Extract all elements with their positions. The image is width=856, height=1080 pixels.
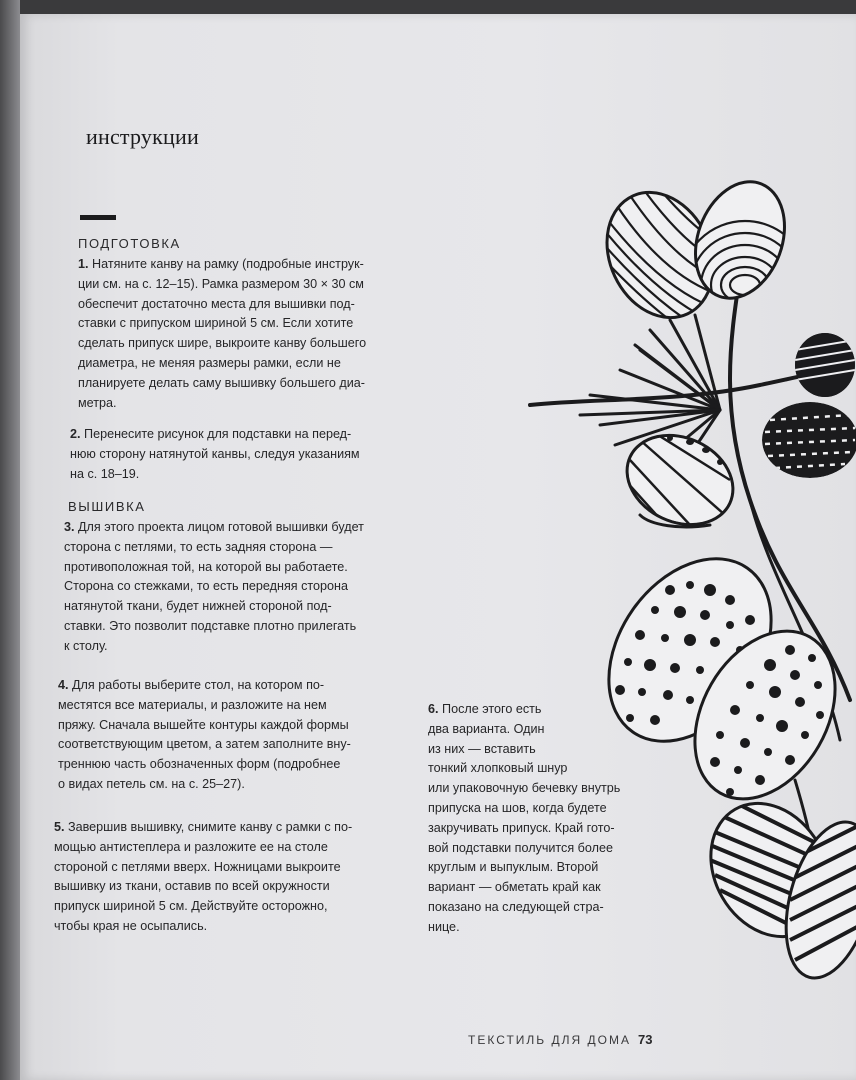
step-line: Натяните канву на рамку (подробные инструк-	[92, 257, 364, 271]
botanical-illustration	[520, 180, 856, 1000]
leaf-dashed	[762, 402, 856, 478]
step-line: После этого есть	[442, 702, 542, 716]
step-line: соответствующим цветом, а затем заполните вну-	[58, 737, 351, 752]
step-1-paragraph	[78, 255, 413, 413]
step-line: обеспечит достаточно места для вышивки под-	[78, 296, 355, 311]
step-line: Для работы выберите стол, на котором по-	[72, 678, 325, 692]
step-number: 1.	[78, 257, 89, 271]
step-4-paragraph	[58, 676, 403, 795]
leaf-concentric-right	[680, 180, 809, 349]
step-line: пряжу. Сначала вышейте контуры каждой формы	[58, 717, 349, 732]
step-line: припуска на шов, когда будете	[428, 800, 607, 815]
page-title: инструкции	[86, 124, 199, 149]
book-spine-shadow	[0, 0, 20, 1080]
step-line: вариант — обметать край как	[428, 880, 601, 895]
step-line: нице.	[428, 919, 460, 934]
step-number: 4.	[58, 678, 69, 692]
step-line: чтобы края не осыпались.	[54, 918, 208, 933]
step-line: ставки. Это позволит подставке плотно прилегать	[64, 618, 357, 633]
step-line: показано на следующей стра-	[428, 899, 604, 914]
step-line: два варианта. Один	[428, 721, 545, 736]
step-line: треннюю часть обозначенных форм (подробнее	[58, 757, 341, 772]
step-line: сделать припуск шире, выкроите канву большего	[78, 336, 367, 351]
step-line: Перенесите рисунок для подставки на перед-	[84, 427, 352, 441]
step-5-paragraph	[54, 818, 404, 937]
section-heading-preparation: ПОДГОТОВКА	[78, 236, 181, 251]
step-line: вой подставки получится более	[428, 840, 613, 855]
title-divider-bar	[80, 215, 116, 220]
step-line: метра.	[78, 395, 117, 410]
step-line: Завершив вышивку, снимите канву с рамки с по-	[68, 820, 353, 834]
step-number: 3.	[64, 520, 75, 534]
step-line: припуск шириной 5 см. Действуйте осторожно,	[54, 899, 328, 914]
step-line: круглым и выпуклым. Второй	[428, 860, 599, 875]
step-line: местятся все материалы, и разложите на нем	[58, 697, 327, 712]
step-line: о видах петель см. на с. 25–27).	[58, 776, 245, 791]
step-line: из них — вставить	[428, 741, 536, 756]
step-line: тонкий хлопковый шнур	[428, 761, 568, 776]
step-line: Сторона со стежками, то есть передняя сторона	[64, 579, 348, 594]
step-line: мощью антистеплера и разложите ее на столе	[54, 839, 328, 854]
step-line: стороной с петлями вверх. Ножницами выкроите	[54, 859, 341, 874]
step-line: Для этого проекта лицом готовой вышивки будет	[78, 520, 364, 534]
step-line: на с. 18–19.	[70, 466, 140, 481]
step-line: планируете делать саму вышивку большего диа-	[78, 375, 366, 390]
leaf-striped-top	[795, 333, 855, 397]
step-line: ставки с припуском шириной 5 см. Если хотите	[78, 316, 354, 331]
step-number: 5.	[54, 820, 65, 834]
page-number: 73	[638, 1032, 653, 1047]
step-line: или упаковочную бечевку внутрь	[428, 781, 621, 796]
step-line: вышивку из ткани, оставив по всей окружности	[54, 879, 330, 894]
step-2-paragraph	[70, 425, 410, 484]
step-line: диаметра, не меняя размеры рамки, если не	[78, 355, 341, 370]
step-number: 6.	[428, 702, 439, 716]
step-number: 2.	[70, 427, 81, 441]
section-heading-embroidery: ВЫШИВКА	[68, 499, 146, 514]
step-line: ции см. на с. 12–15). Рамка размером 30 × 30 см	[78, 276, 364, 291]
step-line: закручивать припуск. Край гото-	[428, 820, 615, 835]
running-footer-section: ТЕКСТИЛЬ ДЛЯ ДОМА	[468, 1033, 631, 1047]
step-line: натянутой ткани, будет нижней стороной под-	[64, 599, 332, 614]
step-line: противоположная той, на которой вы работаете.	[64, 559, 348, 574]
step-line: к столу.	[64, 638, 108, 653]
step-3-paragraph	[64, 518, 409, 657]
step-line: нюю сторону натянутой канвы, следуя указаниям	[70, 446, 360, 461]
step-line: сторона с петлями, то есть задняя сторона —	[64, 539, 333, 554]
